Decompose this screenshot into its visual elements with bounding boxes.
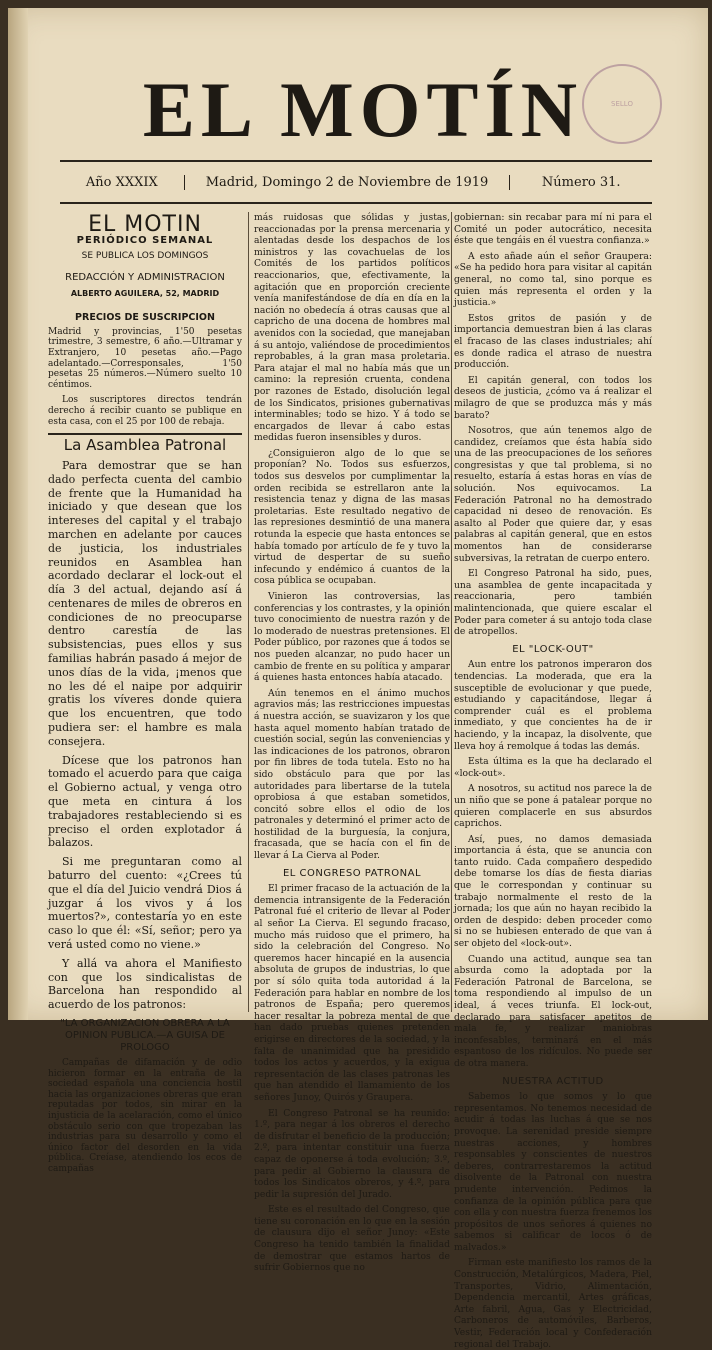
article-paragraph: El Congreso Patronal se ha reunido: 1.º, para negar á los obreros el derecho de disfrutar el beneficio de la producción; 2.º, para intentar constituir una fuerza capaz de oponerse á toda evolución; 3.º, para pedir al Gobierno la clausura de todos los Sindicatos obreros, y 4.º, para pedir la supresión del Jurado. xyxy=(254,1107,450,1200)
column-divider xyxy=(248,212,249,1012)
precios-heading: PRECIOS DE SUSCRIPCION xyxy=(75,311,215,323)
column-divider xyxy=(451,212,452,1012)
article-paragraph: Firman este manifiesto los ramos de la Construcción, Metalúrgicos, Madera, Piel, Transportes, Vidrio, Alimentación, Dependencia mercantil, Artes gráficas, Arte fabril, Agua, Gas y Electricidad, Carboneros de automóviles, Barberos, Vestir, Federación local y Confederación regional del Trabajo. xyxy=(454,1257,652,1350)
sidebar-subtitle-2: SE PUBLICA LOS DOMINGOS xyxy=(81,250,209,261)
newspaper-page xyxy=(8,8,708,1350)
issue-date: Madrid, Domingo 2 de Noviembre de 1919 xyxy=(185,175,511,190)
article-paragraph: Y allá va ahora el Manifiesto con que los sindicalistas de Barcelona han respondido al acuerdo de los patronos: xyxy=(48,956,242,1012)
article-paragraph: A esto añade aún el señor Graupera: «Se ha pedido hora para visitar al capitán general, no como tal, sino porque es quien más representa el orden y la justicia.» xyxy=(454,250,652,309)
article-paragraph: Aún tenemos en el ánimo muchos agravios más; las restricciones impuestas á nuestra acción, se suavizaron y los que hasta aquel momento habían tratado de cuestión social, según las conveniencias y las indicaciones de los patronos, obraron por fin libres de toda tutela. Esto no ha sido obstáculo para que por las autoridades para libertarse de la tutela oprobiosa á que estaban sometidos, concitó sobre ellos el odio de los patronales y determinó el primer acto de hostilidad de la burguesía, la conjura, fracasada, que se hacía con el fin de llevar á La Cierva al Poder. xyxy=(254,687,450,862)
sidebar-subtitle: PERIÓDICO SEMANAL xyxy=(76,234,214,246)
article-paragraph: El capitán general, con todos los deseos de justicia, ¿cómo va á realizar el milagro de que se produzca más y más barato? xyxy=(454,374,652,421)
masthead-title: EL MOTÍN xyxy=(142,66,584,153)
issue-number: Número 31. xyxy=(541,174,621,190)
article-paragraph: Nosotros, que aún tenemos algo de candidez, creíamos que ésta había sido una de las preocupaciones de los señores congresistas y que tal problema, si no resuelto, estaría á estas horas en vías de solución. Nos equivocamos. La Federación Patronal no ha demostrado capacidad ni deseo de renovación. Es asalto al Poder que quiere dar, y esas palabras al capitán general, que en estos momentos han de considerarse subversivas, la retratan de cuerpo entero. xyxy=(454,425,652,564)
article-paragraph: Aun entre los patronos imperaron dos tendencias. La moderada, que era la susceptible de evolucionar y que puede, estudiando y capacitándose, llegar á comprender cuál es el problema inmediato, y que concientes ha de ir haciendo, y la incapaz, la disolvente, que lleva hoy á remolque á todas las demás. xyxy=(454,659,652,752)
redaccion-address: ALBERTO AGUILERA, 52, MADRID xyxy=(70,289,220,299)
page-spine xyxy=(8,8,28,1020)
article-paragraph: Cuando una actitud, aunque sea tan absurda como la adoptada por la Federación Patronal de Barcelona, se toma respondiendo al impulso de un ideal, á veces triunfa. El lock-out, declarado para satisfacer apetitos de mala fe, y realizar maniobras inconfesables, terminará en el más espantoso de los ridículos. No puede ser de otra manera. xyxy=(454,953,652,1069)
section-heading: EL CONGRESO PATRONAL xyxy=(282,867,422,879)
library-stamp: SELLO xyxy=(582,64,662,144)
article-paragraph: más ruidosas que sólidas y justas, reaccionadas por la prensa mercenaria y alentadas desde los despachos de los ministros y las covachuelas de los Comités de los partidos políticos reaccionarios, que, efectivamente, la agitación que en proporción creciente venía manifestándose de día en día en la nación no obedecía á otras causas que al capricho de una docena de hombres mal avenidos con la sociedad, que manejaban á su antojo, valiéndose de procedimientos reprobables, á la gran masa proletaria. Para atajar el mal no había más que un camino: la represión cruenta, condena por razones de Estado, disolución legal de los Sindicatos, prisiones gubernativas interminables; todo se hizo. Y á todo se encargados de llevar á cabo estas medidas fueron insensibles y duros. xyxy=(254,212,450,444)
article-paragraph: Este es el resultado del Congreso, que tiene su coronación en lo que en la sesión de clausura dijo el señor Junoy: «Este Congreso ha tenido también la finalidad de demostrar que estamos hartos de sufrir Gobiernos que no xyxy=(254,1204,450,1274)
article-paragraph: Sabemos lo que somos y lo que representamos. No tenemos necesidad de acudir á todas las luchas á que se nos provoque. La serenidad preside siempre nuestras acciones, y hombres responsables y conscientes de nuestros deberes, contrarrestaremos la actitud disolvente de la Patronal con nuestra prudente intervención. Pedimos la confianza de la opinión pública para que con ella y con nuestra fuerza frenemos los propósitos de unos señores á quienes no sabemos si calificar de locos ó de malvados.» xyxy=(454,1091,652,1253)
sidebar-title: EL MOTIN xyxy=(88,212,202,237)
section-heading: NUESTRA ACTITUD xyxy=(502,1075,604,1087)
column-1 xyxy=(48,212,242,1174)
article-paragraph: gobiernan: sin recabar para mí ni para el Comité un poder autocrático, necesita éste que tengáis en él vuestra confianza.» xyxy=(454,212,652,247)
column-2 xyxy=(254,212,450,1274)
column-3 xyxy=(454,212,652,1350)
article-paragraph: Esta última es la que ha declarado el «lock-out». xyxy=(454,756,652,779)
article-paragraph: El primer fracaso de la actuación de la demencia intransigente de la Federación Patronal fué el criterio de llevar al Poder al señor La Cierva. El segundo fracaso, mucho más ruidoso que el primero, ha sido la celebración del Congreso. No queremos hacer hincapié en la ausencia absoluta de grupos de industrias, lo que por sí sólo quita toda autoridad á la Federación para hablar en nombre de los patronos de España; pero queremos hacer resaltar la pobreza mental de que han dado pruebas quienes pretenden erigirse en directores de la sociedad, y la falta de unanimidad que ha presidido todos los actos y acuerdos, y la exigua representación de las clases patronas les que han atendido el llamamiento de los señores Junoy, Quirós y Graupera. xyxy=(254,883,450,1103)
article-paragraph: El Congreso Patronal ha sido, pues, una asamblea de gente incapacitada y reaccionaria, pero también malintencionada, que quiere escalar el Poder para cometer á su antojo toda clase de atropellos. xyxy=(454,568,652,638)
section-rule xyxy=(48,433,242,435)
article-paragraph: A nosotros, su actitud nos parece la de un niño que se pone á patalear porque no quieren complacerle en sus absurdos caprichos. xyxy=(454,783,652,830)
issue-info-bar xyxy=(60,160,652,204)
redaccion-heading: REDACCIÓN Y ADMINISTRACION xyxy=(65,272,225,284)
suscriptores-text: Los suscriptores directos tendrán derecho á recibir cuanto se publique en esta casa, con el 25 por 100 de rebaja. xyxy=(48,395,242,427)
article-paragraph: Campañas de difamación y de odio hicieron formar en la entraña de la sociedad española una conciencia hostil hacia las organizaciones obreras que eran reputadas por todos, sin mirar en la injusticia de la acelaración, como el único obstáculo serio con que tropezaban las industrias para su desarrollo y como el único factor del desorden en la vida pública. Creíase, atendiendo los ecos de campañas xyxy=(48,1058,242,1174)
article-paragraph: Vinieron las controversias, las conferencias y los contrastes, y la opinión tuvo conocimiento de nuestra razón y de lo moderado de nuestras pretensiones. El Poder público, por razones que á todos se nos pueden alcanzar, no pudo hacer un cambio de frente en su política y amparar á quienes hasta entonces había atacado. xyxy=(254,591,450,684)
article-paragraph: Para demostrar que se han dado perfecta cuenta del cambio de frente que la Humanidad ha iniciado y que desean que los intereses del capital y el trabajo marchen en adelante por cauces de justicia, los industriales reunidos en Asamblea han acordado declarar el lock-out el día 3 del actual, dejando así á centenares de miles de obreros en condiciones de no preocuparse dentro carestía de las subsistencias, pues ellos y sus familias habrán pasado á mejor de unos días de la vida, ¡menos que no les dé el naipe por adquirir gratis los víveres donde quiera que los encuentren, que todo pudiera ser: el hambre es mala consejera. xyxy=(48,458,242,748)
manifesto-heading: "LA ORGANIZACION OBRERA A LA OPINION PUBLICA.—A GUISA DE PROLOGO xyxy=(60,1018,230,1053)
article-heading: La Asamblea Patronal xyxy=(63,436,227,455)
article-paragraph: Dícese que los patronos han tomado el acuerdo para que caiga el Gobierno actual, y venga otro que meta en cintura á los trabajadores restableciendo si es preciso el orden explotador á balazos. xyxy=(48,753,242,850)
article-paragraph: ¿Consiguieron algo de lo que se proponían? No. Todos sus esfuerzos, todos sus desvelos por cumplimentar la orden recibida se estrellaron ante la resistencia tenaz y digna de las masas proletarias. Este resultado negativo de las represiones desmintió de una manera rotunda la especie que hasta entonces se había tomado por artículo de fe y tuvo la virtud de despertar de su sueño infecundo y endémico á cuantos de la cosa pública se ocupaban. xyxy=(254,447,450,587)
section-heading: EL "LOCK-OUT" xyxy=(512,643,594,655)
article-paragraph: Si me preguntaran como al baturro del cuento: «¿Crees tú que el día del Juicio vendrá Dios á juzgar á los vivos y á los muertos?», contestaría yo en este caso lo que él: «Sí, señor; pero ya verá usted como no viene.» xyxy=(48,855,242,952)
precios-text: Madrid y provincias, 1'50 pesetas trimestre, 3 semestre, 6 año.—Ultramar y Extranjero, 10 pesetas año.—Pago adelantado.—Corresponsales, 1'50 pesetas 25 números.—Número suelto 10 céntimos. xyxy=(48,326,242,390)
article-paragraph: Así, pues, no damos demasiada importancia á ésta, que se anuncia con tanto ruido. Cada compañero despedido debe tomarse los días de fiesta diarias que le correspondan y continuar su trabajo normalmente el resto de la jornada; los que aún no hayan recibido la orden de despido: deben proceder como si no se hubiesen enterado de que van á ser objeto del «lock-out». xyxy=(454,833,652,950)
article-paragraph: Estos gritos de pasión y de importancia demuestran bien á las claras el fracaso de las clases industriales; ahí es donde radica el atraso de nuestra producción. xyxy=(454,312,652,371)
volume-year: Año XXXIX xyxy=(60,175,185,190)
